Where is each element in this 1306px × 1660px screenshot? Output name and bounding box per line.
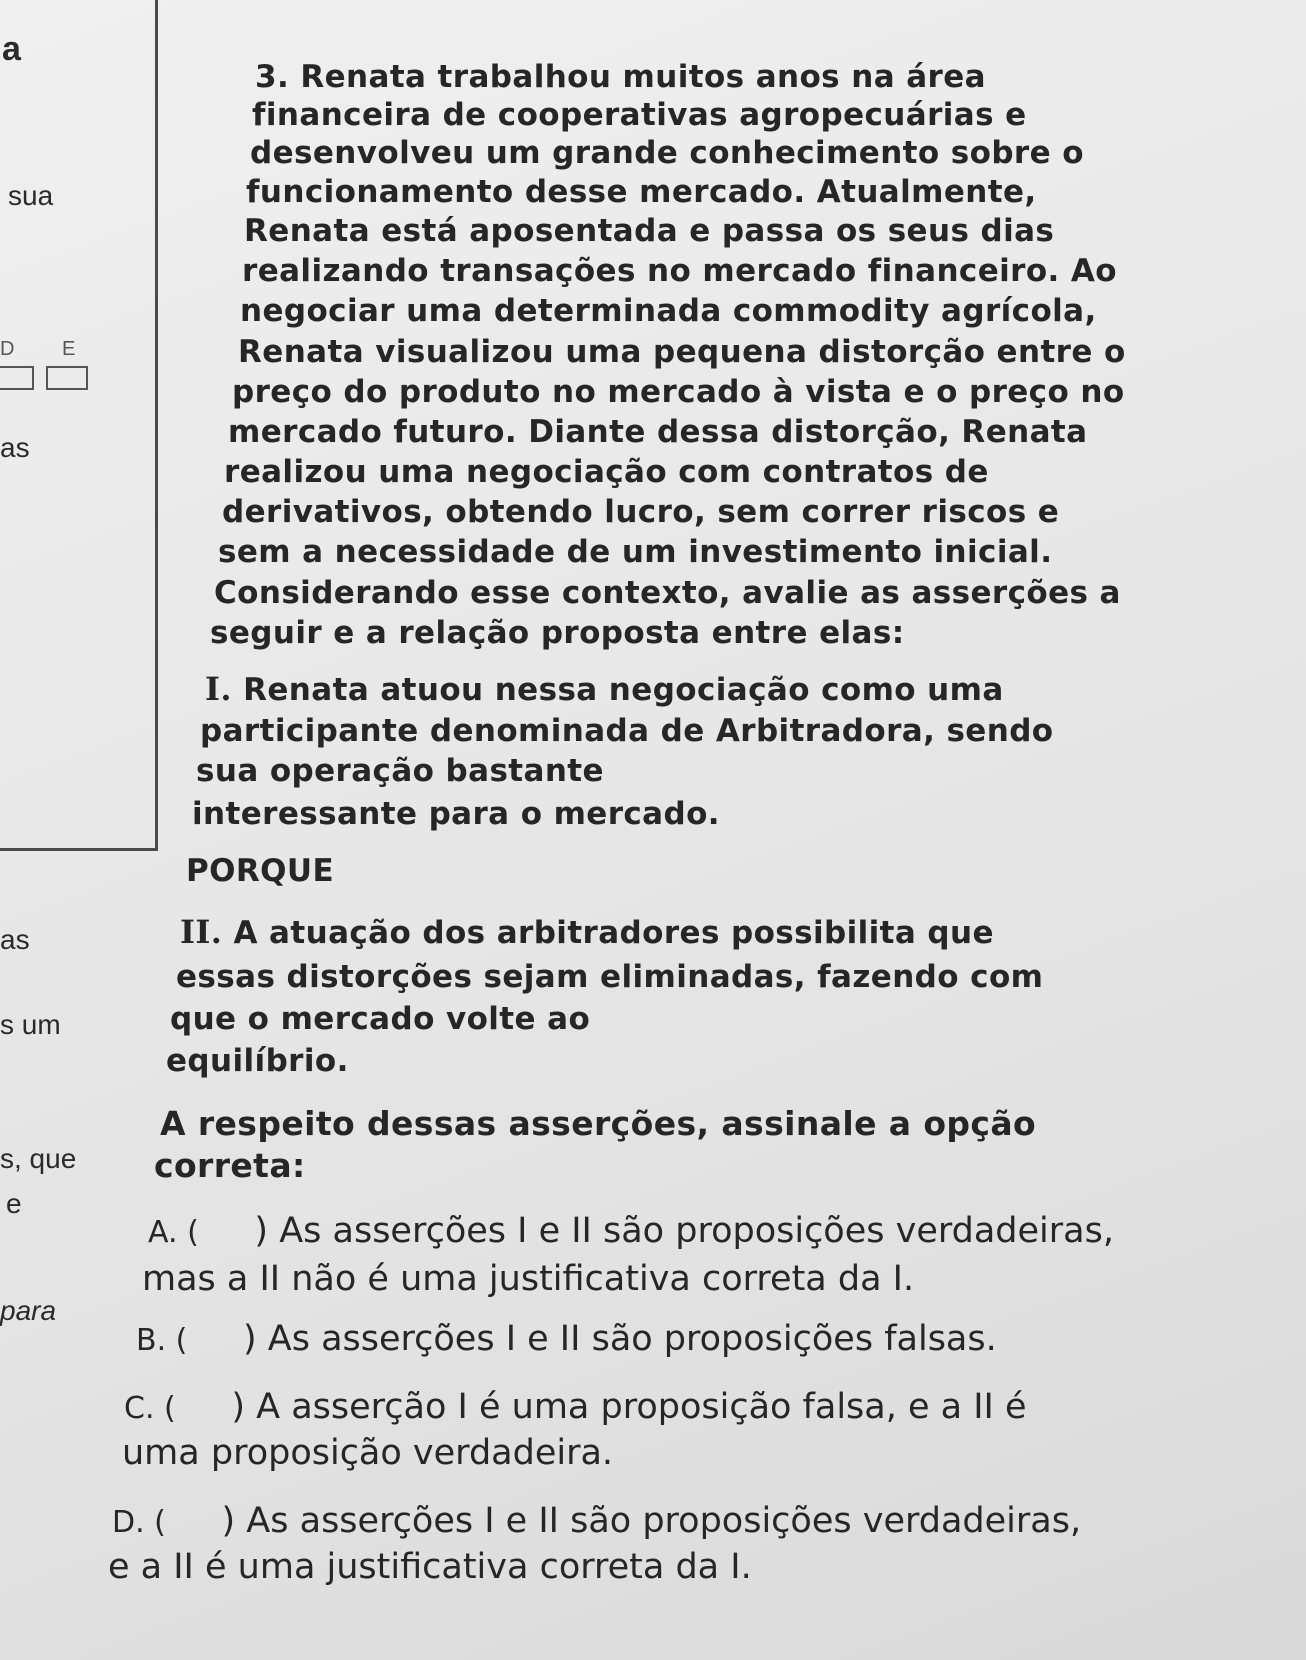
assertion-1-line-1 [205,670,1004,709]
margin-fragment-s-um: s um [0,1009,61,1040]
margin-fragment-para: para [0,1295,57,1326]
option-d[interactable] [112,1500,1081,1544]
option-a-continuation: mas a II não é uma justificativa correta da I. [142,1259,915,1299]
option-d-text: ) As asserções I e II são proposições verdadeiras, [221,1501,1082,1541]
option-a-text: ) As asserções I e II são proposições verdadeiras, [254,1211,1114,1251]
margin-label-e: E [62,338,76,360]
question-line-13: sem a necessidade de um investimento inicial. [218,534,1053,570]
assertion-2-line-3: que o mercado volte ao [170,1001,591,1037]
assertion-1-text-1: Renata atuou nessa negociação como uma [231,672,1004,708]
margin-de-labels [0,338,124,361]
option-d-continuation: e a II é uma justificativa correta da I. [108,1547,752,1587]
option-a[interactable] [148,1210,1114,1254]
margin-fragment-as-1: as [0,432,30,463]
question-line-2: financeira de cooperativas agropecuárias e [252,97,1027,133]
prompt-line-1: A respeito dessas asserções, assinale a opção [160,1104,1037,1143]
question-line-11: realizou uma negociação com contratos de [224,454,989,490]
question-line-3: desenvolveu um grande conhecimento sobre o [250,135,1084,171]
left-margin-frame [0,0,158,851]
question-line-9: preço do produto no mercado à vista e o preço no [232,374,1125,410]
assertion-1-line-4: interessante para o mercado. [192,796,720,832]
option-c-continuation: uma proposição verdadeira. [122,1433,614,1473]
assertion-1-line-3: sua operação bastante [196,753,604,789]
question-line-1: 3. Renata trabalhou muitos anos na área [255,59,986,95]
question-line-12: derivativos, obtendo lucro, sem correr riscos e [222,494,1060,530]
assertion-1-line-2: participante denominada de Arbitradora, sendo [200,713,1054,749]
assertion-2-line-2: essas distorções sejam eliminadas, fazendo com [176,959,1044,995]
question-line-10: mercado futuro. Diante dessa distorção, Renata [228,414,1088,450]
margin-fragment-a: a [2,30,21,68]
question-line-14: Considerando esse contexto, avalie as asserções a [214,575,1121,611]
assertion-2-line-1 [180,913,994,952]
margin-de-boxes [0,366,100,394]
question-line-8: Renata visualizou uma pequena distorção entre o [238,334,1126,370]
assertion-2-text-1: A atuação dos arbitradores possibilita que [222,915,994,951]
porque-label: PORQUE [186,853,335,889]
option-a-checkbox[interactable]: A. ( [148,1215,199,1250]
option-b[interactable] [136,1318,997,1362]
margin-fragment-e: e [6,1188,22,1219]
margin-fragment-as-2: as [0,924,30,955]
option-c-checkbox[interactable]: C. ( [124,1391,176,1426]
question-line-15: seguir e a relação proposta entre elas: [210,615,905,651]
question-line-4: funcionamento desse mercado. Atualmente, [246,174,1037,210]
option-c[interactable] [124,1386,1027,1430]
prompt-line-2: correta: [154,1146,306,1185]
question-line-7: negociar uma determinada commodity agrícola, [240,293,1097,329]
margin-label-d: D [0,338,15,360]
option-b-text: ) As asserções I e II são proposições falsas. [243,1319,997,1359]
margin-fragment-sua: sua [8,180,54,211]
question-line-6: realizando transações no mercado financeiro. Ao [242,253,1117,289]
option-c-text: ) A asserção I é uma proposição falsa, e a II é [231,1387,1027,1427]
margin-fragment-s-que: s, que [0,1143,77,1174]
question-line-5: Renata está aposentada e passa os seus dias [244,213,1055,249]
assertion-2-label: II. [180,913,223,951]
option-d-checkbox[interactable]: D. ( [112,1505,166,1540]
assertion-1-label: I. [205,670,232,708]
assertion-2-line-4: equilíbrio. [166,1043,349,1079]
option-b-checkbox[interactable]: B. ( [136,1323,188,1358]
